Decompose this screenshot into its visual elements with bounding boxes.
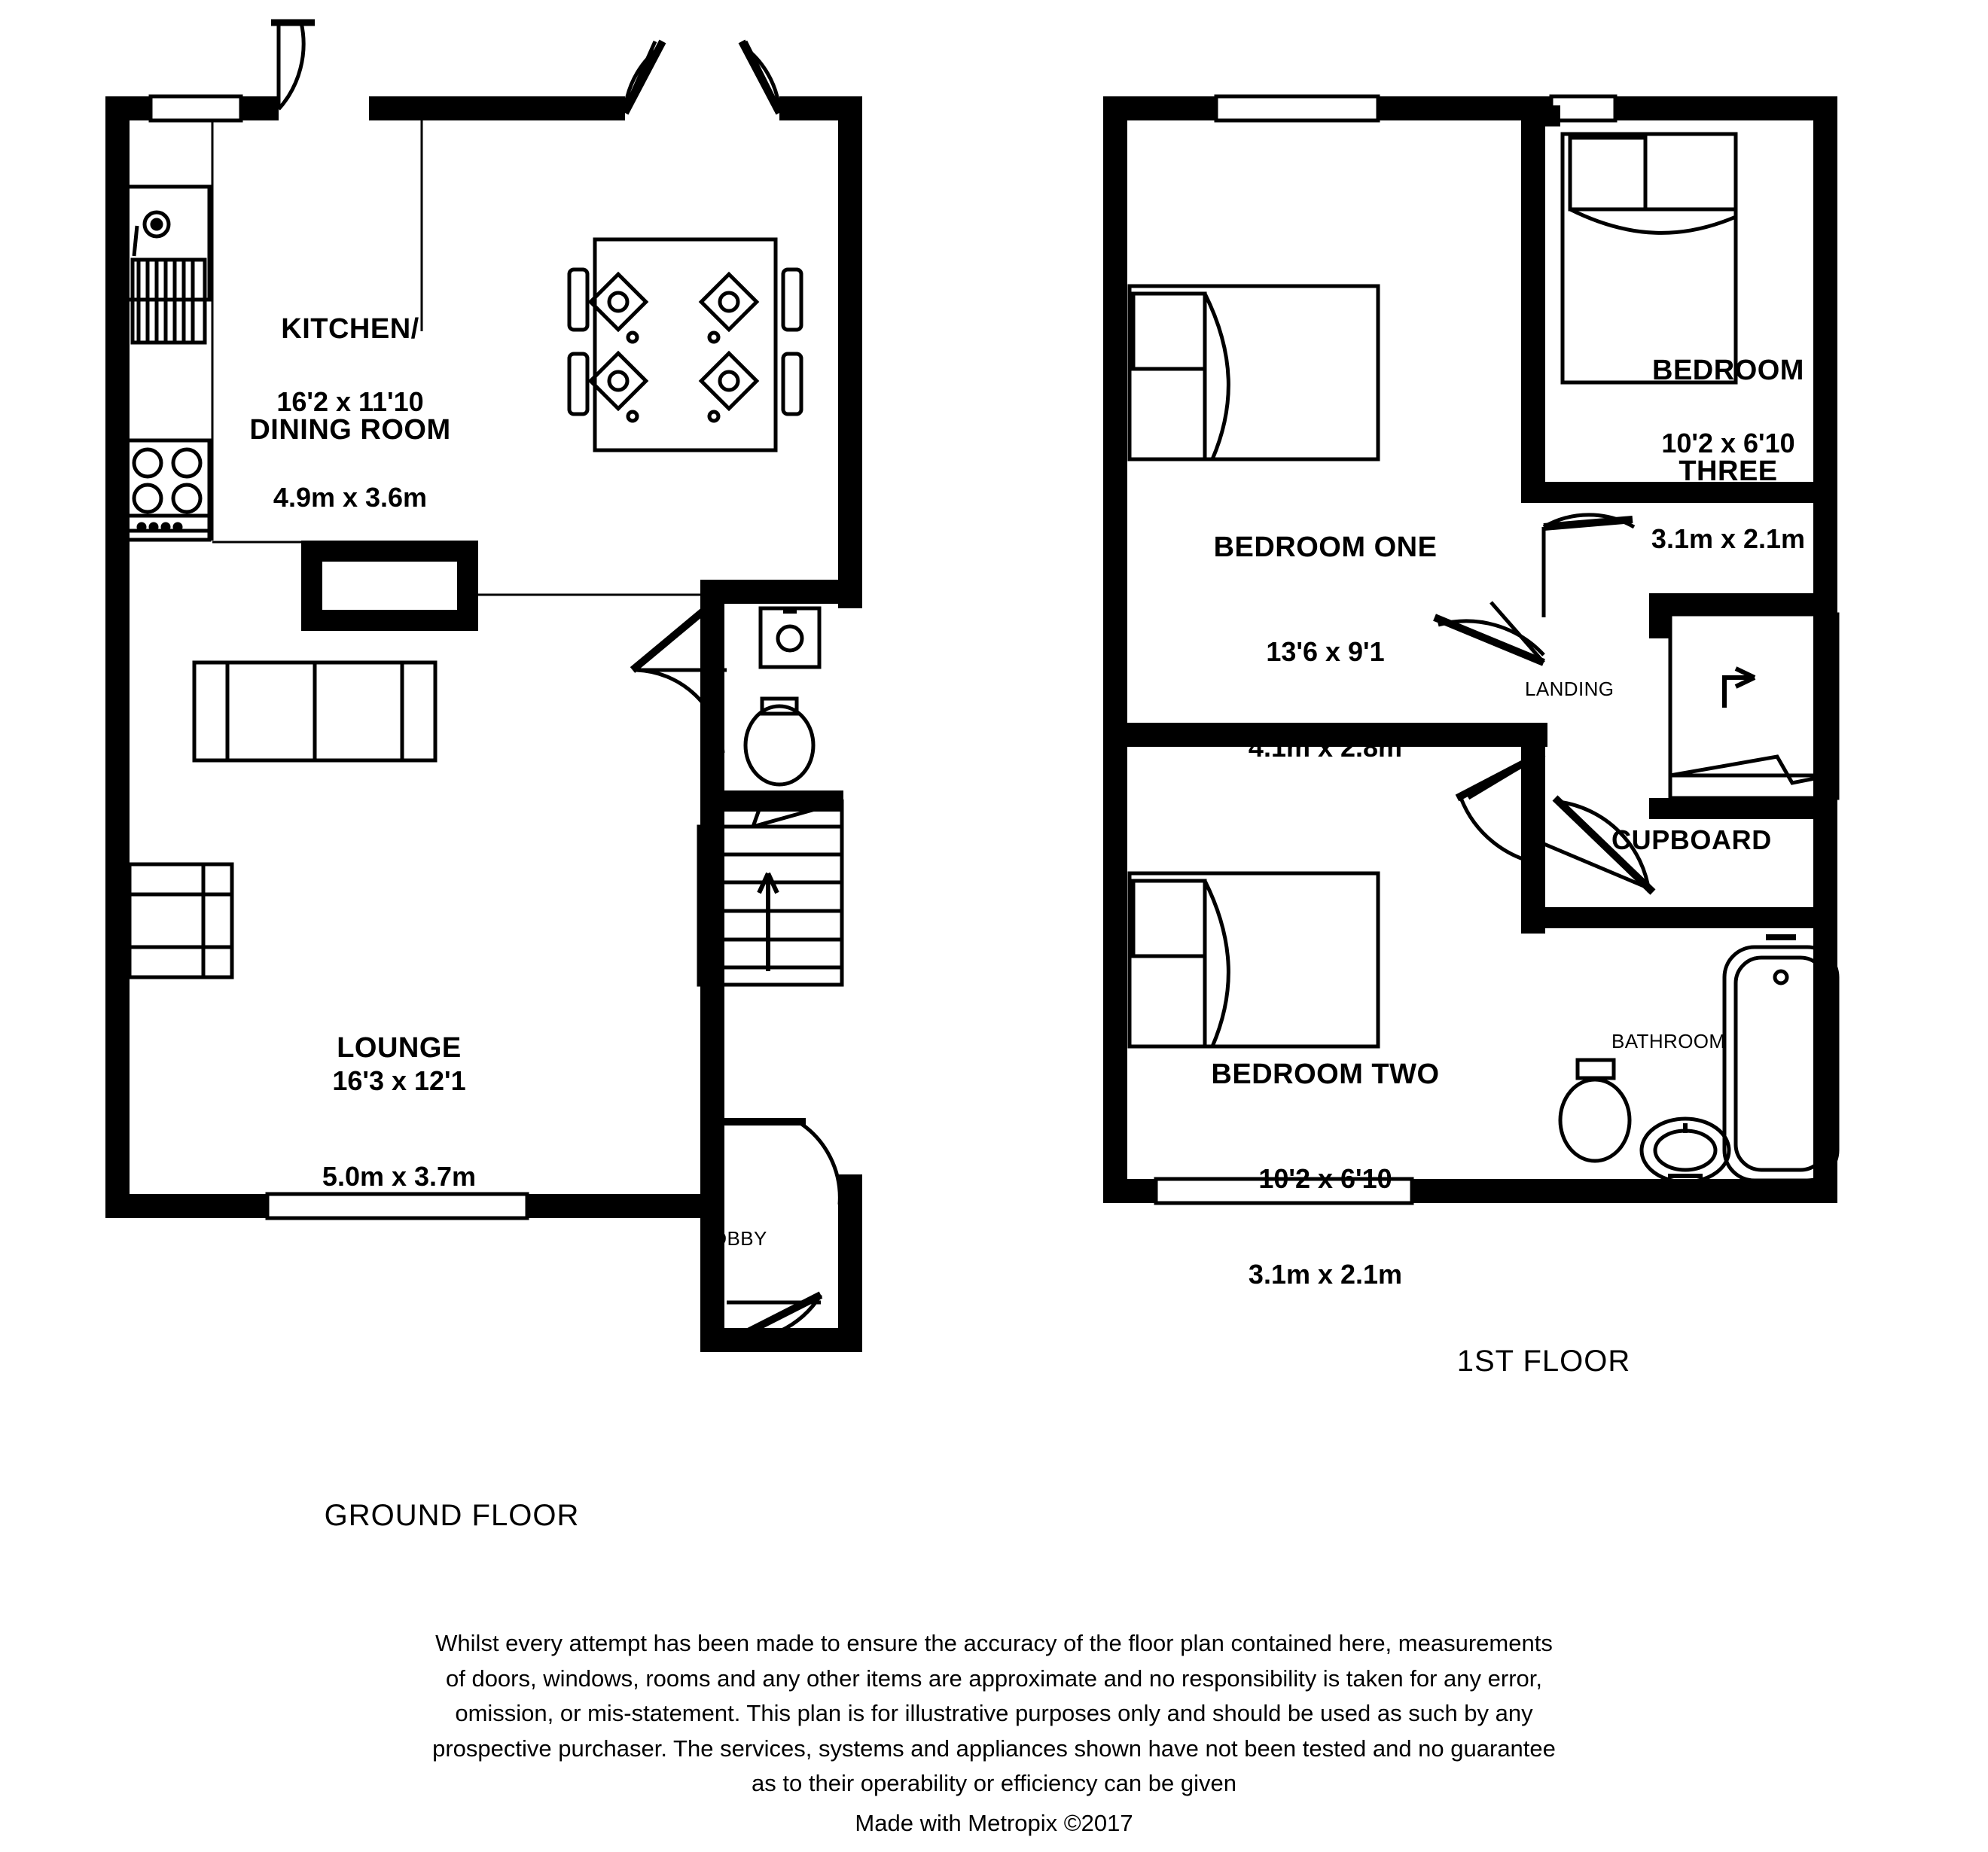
first-floor-title: 1ST FLOOR [1456,1345,1631,1378]
kitchen-label-line2: DINING ROOM [249,414,451,446]
room-label-bedroom-one: BEDROOM ONE [1213,532,1438,563]
bedroom-three-label-line1: BEDROOM [1652,354,1804,386]
room-dims-lounge [218,1001,580,1225]
bed-one [1130,286,1378,459]
bedroom-one-dims-imperial: 13'6 x 9'1 [1266,635,1385,667]
disclaimer-line-2: of doors, windows, rooms and any other items are approximate and no responsibility is taken for any error, [445,1665,1542,1692]
bedroom-three-dims-imperial: 10'2 x 6'10 [1661,427,1795,458]
lounge-armchair [130,864,232,977]
disclaimer-line-3: omission, or mis-statement. This plan is for illustrative purposes only and should be used as such by any [455,1700,1533,1726]
room-label-lobby: LOBBY [700,1227,767,1250]
kitchen-partition [301,541,478,631]
bedroom-three-dims-metric: 3.1m x 2.1m [1651,523,1806,555]
washbasin-bathroom [1642,1119,1729,1182]
made-with-credit: Made with Metropix ©2017 [855,1809,1133,1836]
disclaimer-text [0,1626,1988,1841]
toilet-bathroom [1560,1060,1630,1161]
kitchen-label-line1: KITCHEN/ [281,312,419,345]
bedroom-two-dims-metric: 3.1m x 2.1m [1248,1259,1403,1290]
bed-two [1130,873,1378,1046]
dining-table [569,239,801,450]
lounge-dims-metric: 5.0m x 3.7m [322,1161,477,1193]
disclaimer-line-5: as to their operability or efficiency can be given [752,1770,1236,1796]
lounge-sofa [194,663,435,760]
disclaimer-line-4: prospective purchaser. The services, systems and appliances shown have not been tested and no guarantee [432,1735,1556,1762]
staircase-first [1670,614,1837,798]
kitchen-dims-metric: 4.9m x 3.6m [273,482,428,513]
room-label-bathroom: BATHROOM [1611,1030,1726,1052]
lounge-label: LOUNGE [337,1031,462,1064]
disclaimer-line-1: Whilst every attempt has been made to ensure the accuracy of the floor plan contained here, measurements [435,1630,1553,1656]
room-dims-bedroom-two [1122,1099,1529,1323]
bedroom-three-label-line2: THREE [1679,455,1778,488]
room-dims-kitchen [173,322,527,546]
bedroom-one-dims-metric: 4.1m x 2.8m [1248,732,1403,763]
kitchen-dims-imperial: 16'2 x 11'10 [276,385,424,417]
ground-floor-title: GROUND FLOOR [324,1499,580,1532]
room-dims-bedroom-one [1122,572,1529,796]
room-dims-bedroom-three [1578,364,1879,587]
wc-fittings [746,608,819,784]
room-label-cupboard: CUPBOARD [1611,824,1772,855]
room-label-bedroom-two: BEDROOM TWO [1211,1059,1440,1090]
room-label-landing: LANDING [1525,678,1614,700]
lounge-dims-imperial: 16'3 x 12'1 [332,1065,466,1096]
bedroom-two-dims-imperial: 10'2 x 6'10 [1258,1162,1392,1194]
